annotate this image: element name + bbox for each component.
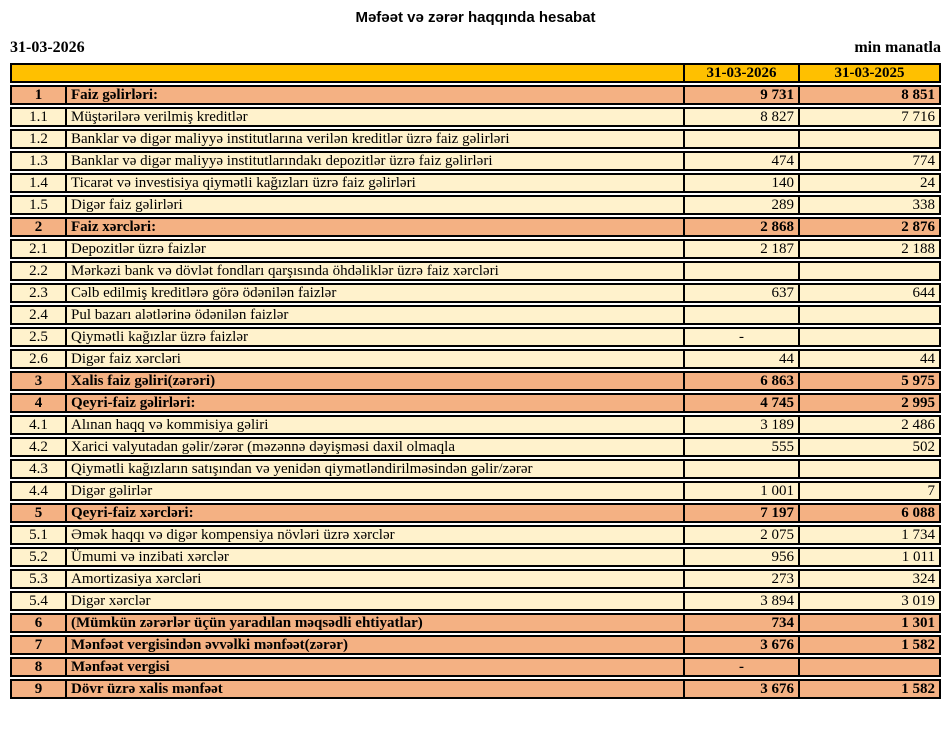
value-cell-2026: 2 868 bbox=[683, 217, 798, 237]
row-number-cell: 3 bbox=[10, 371, 65, 391]
value-cell-2026: 9 731 bbox=[683, 85, 798, 105]
row-number-cell: 4.1 bbox=[10, 415, 65, 435]
value-cell-2026: - bbox=[683, 657, 798, 677]
value-cell-2025 bbox=[798, 459, 941, 479]
value-cell-2025: 644 bbox=[798, 283, 941, 303]
table-row bbox=[10, 151, 941, 171]
value-cell-2025: 1 301 bbox=[798, 613, 941, 633]
value-cell-2025: 5 975 bbox=[798, 371, 941, 391]
row-number-cell: 2.3 bbox=[10, 283, 65, 303]
value-cell-2025: 1 734 bbox=[798, 525, 941, 545]
value-cell-2025: 1 582 bbox=[798, 635, 941, 655]
table-row bbox=[10, 591, 941, 611]
row-number-cell: 2.1 bbox=[10, 239, 65, 259]
value-cell-2025: 1 011 bbox=[798, 547, 941, 567]
value-cell-2026 bbox=[683, 261, 798, 281]
table-row bbox=[10, 107, 941, 127]
table-row bbox=[10, 657, 941, 677]
report-date: 31-03-2026 bbox=[10, 39, 85, 56]
value-cell-2025: 3 019 bbox=[798, 591, 941, 611]
row-label-cell: Banklar və digər maliyyə institutlarına verilən kreditlər üzrə faiz gəlirləri bbox=[65, 129, 683, 149]
row-number-cell: 5.4 bbox=[10, 591, 65, 611]
value-cell-2026: 3 676 bbox=[683, 679, 798, 699]
row-number-cell: 5.1 bbox=[10, 525, 65, 545]
value-cell-2026: 7 197 bbox=[683, 503, 798, 523]
value-cell-2026: 956 bbox=[683, 547, 798, 567]
row-number-cell: 1.2 bbox=[10, 129, 65, 149]
unit-label: min manatla bbox=[854, 39, 941, 56]
row-number-cell: 7 bbox=[10, 635, 65, 655]
value-cell-2025: 2 188 bbox=[798, 239, 941, 259]
table-row bbox=[10, 349, 941, 369]
value-cell-2026: 273 bbox=[683, 569, 798, 589]
row-label-cell: Mənfəət vergisi bbox=[65, 657, 683, 677]
row-label-cell: Faiz xərcləri: bbox=[65, 217, 683, 237]
value-cell-2026: 289 bbox=[683, 195, 798, 215]
value-cell-2025: 502 bbox=[798, 437, 941, 457]
row-number-cell: 2 bbox=[10, 217, 65, 237]
row-label-cell: Qeyri-faiz xərcləri: bbox=[65, 503, 683, 523]
value-cell-2026: - bbox=[683, 327, 798, 347]
value-cell-2026: 1 001 bbox=[683, 481, 798, 501]
table-row bbox=[10, 525, 941, 545]
row-label-cell: Xalis faiz gəliri(zərəri) bbox=[65, 371, 683, 391]
value-cell-2026: 555 bbox=[683, 437, 798, 457]
value-cell-2026 bbox=[683, 459, 798, 479]
value-cell-2026: 44 bbox=[683, 349, 798, 369]
table-row bbox=[10, 569, 941, 589]
header-col-2025: 31-03-2025 bbox=[798, 63, 941, 83]
table-row bbox=[10, 173, 941, 193]
value-cell-2025: 2 486 bbox=[798, 415, 941, 435]
table-row bbox=[10, 195, 941, 215]
value-cell-2025: 7 bbox=[798, 481, 941, 501]
value-cell-2026: 8 827 bbox=[683, 107, 798, 127]
table-row bbox=[10, 613, 941, 633]
value-cell-2026: 3 189 bbox=[683, 415, 798, 435]
table-row bbox=[10, 283, 941, 303]
value-cell-2025 bbox=[798, 327, 941, 347]
value-cell-2025: 6 088 bbox=[798, 503, 941, 523]
row-label-cell: Cəlb edilmiş kreditlərə görə ödənilən faizlər bbox=[65, 283, 683, 303]
row-label-cell: Ümumi və inzibati xərclər bbox=[65, 547, 683, 567]
table-row bbox=[10, 393, 941, 413]
value-cell-2025: 324 bbox=[798, 569, 941, 589]
row-number-cell: 8 bbox=[10, 657, 65, 677]
header-col-2026: 31-03-2026 bbox=[683, 63, 798, 83]
value-cell-2025 bbox=[798, 305, 941, 325]
value-cell-2026: 4 745 bbox=[683, 393, 798, 413]
row-label-cell: Müştərilərə verilmiş kreditlər bbox=[65, 107, 683, 127]
row-label-cell: Pul bazarı alətlərinə ödənilən faizlər bbox=[65, 305, 683, 325]
row-label-cell: Amortizasiya xərcləri bbox=[65, 569, 683, 589]
row-number-cell: 9 bbox=[10, 679, 65, 699]
value-cell-2026: 474 bbox=[683, 151, 798, 171]
row-label-cell: Xarici valyutadan gəlir/zərər (məzənnə dəyişməsi daxil olmaqla bbox=[65, 437, 683, 457]
value-cell-2026: 140 bbox=[683, 173, 798, 193]
table-row bbox=[10, 371, 941, 391]
row-label-cell: Digər gəlirlər bbox=[65, 481, 683, 501]
value-cell-2025 bbox=[798, 261, 941, 281]
header-empty-cell bbox=[10, 63, 683, 83]
value-cell-2026: 3 894 bbox=[683, 591, 798, 611]
table-row bbox=[10, 261, 941, 281]
table-row bbox=[10, 679, 941, 699]
value-cell-2025: 1 582 bbox=[798, 679, 941, 699]
value-cell-2026: 6 863 bbox=[683, 371, 798, 391]
table-row bbox=[10, 459, 941, 479]
row-number-cell: 1.3 bbox=[10, 151, 65, 171]
value-cell-2025: 7 716 bbox=[798, 107, 941, 127]
row-label-cell: Qiymətli kağızlar üzrə faizlər bbox=[65, 327, 683, 347]
row-label-cell: Qeyri-faiz gəlirləri: bbox=[65, 393, 683, 413]
row-label-cell: Digər xərclər bbox=[65, 591, 683, 611]
report-meta-row bbox=[0, 39, 951, 57]
table-body bbox=[10, 85, 941, 699]
row-number-cell: 4.3 bbox=[10, 459, 65, 479]
row-label-cell: Faiz gəlirləri: bbox=[65, 85, 683, 105]
row-number-cell: 1 bbox=[10, 85, 65, 105]
table-row bbox=[10, 327, 941, 347]
table-row bbox=[10, 217, 941, 237]
table-row bbox=[10, 481, 941, 501]
pnl-table bbox=[10, 61, 941, 701]
table-row bbox=[10, 239, 941, 259]
value-cell-2026: 3 676 bbox=[683, 635, 798, 655]
table-row bbox=[10, 415, 941, 435]
row-number-cell: 4.2 bbox=[10, 437, 65, 457]
value-cell-2025: 774 bbox=[798, 151, 941, 171]
row-number-cell: 1.1 bbox=[10, 107, 65, 127]
table-row bbox=[10, 85, 941, 105]
report-title: Məfəət və zərər haqqında hesabat bbox=[355, 9, 596, 26]
value-cell-2026: 734 bbox=[683, 613, 798, 633]
value-cell-2026 bbox=[683, 129, 798, 149]
row-label-cell: Əmək haqqı və digər kompensiya növləri üzrə xərclər bbox=[65, 525, 683, 545]
value-cell-2025 bbox=[798, 657, 941, 677]
row-label-cell: (Mümkün zərərlər üçün yaradılan məqsədli ehtiyatlar) bbox=[65, 613, 683, 633]
value-cell-2026: 2 187 bbox=[683, 239, 798, 259]
table-row bbox=[10, 129, 941, 149]
row-number-cell: 5.3 bbox=[10, 569, 65, 589]
row-number-cell: 5.2 bbox=[10, 547, 65, 567]
table-row bbox=[10, 503, 941, 523]
table-row bbox=[10, 547, 941, 567]
value-cell-2026: 637 bbox=[683, 283, 798, 303]
row-label-cell: Mərkəzi bank və dövlət fondları qarşısında öhdəliklər üzrə faiz xərcləri bbox=[65, 261, 683, 281]
row-label-cell: Mənfəət vergisindən əvvəlki mənfəət(zərər) bbox=[65, 635, 683, 655]
row-number-cell: 6 bbox=[10, 613, 65, 633]
table-header-row bbox=[10, 63, 941, 83]
value-cell-2025: 44 bbox=[798, 349, 941, 369]
row-label-cell: Qiymətli kağızların satışından və yenidən qiymətləndirilməsindən gəlir/zərər bbox=[65, 459, 683, 479]
value-cell-2026 bbox=[683, 305, 798, 325]
row-label-cell: Banklar və digər maliyyə institutlarındakı depozitlər üzrə faiz gəlirləri bbox=[65, 151, 683, 171]
value-cell-2025: 24 bbox=[798, 173, 941, 193]
row-number-cell: 1.4 bbox=[10, 173, 65, 193]
table-row bbox=[10, 437, 941, 457]
row-number-cell: 5 bbox=[10, 503, 65, 523]
row-label-cell: Depozitlər üzrə faizlər bbox=[65, 239, 683, 259]
table-row bbox=[10, 305, 941, 325]
value-cell-2025: 8 851 bbox=[798, 85, 941, 105]
row-label-cell: Digər faiz gəlirləri bbox=[65, 195, 683, 215]
row-label-cell: Alınan haqq və kommisiya gəliri bbox=[65, 415, 683, 435]
value-cell-2025: 2 876 bbox=[798, 217, 941, 237]
row-number-cell: 2.4 bbox=[10, 305, 65, 325]
value-cell-2026: 2 075 bbox=[683, 525, 798, 545]
table-row bbox=[10, 635, 941, 655]
row-number-cell: 2.6 bbox=[10, 349, 65, 369]
row-number-cell: 2.2 bbox=[10, 261, 65, 281]
value-cell-2025: 2 995 bbox=[798, 393, 941, 413]
row-number-cell: 1.5 bbox=[10, 195, 65, 215]
row-number-cell: 2.5 bbox=[10, 327, 65, 347]
row-label-cell: Dövr üzrə xalis mənfəət bbox=[65, 679, 683, 699]
value-cell-2025 bbox=[798, 129, 941, 149]
row-number-cell: 4.4 bbox=[10, 481, 65, 501]
row-label-cell: Ticarət və investisiya qiymətli kağızları üzrə faiz gəlirləri bbox=[65, 173, 683, 193]
row-number-cell: 4 bbox=[10, 393, 65, 413]
value-cell-2025: 338 bbox=[798, 195, 941, 215]
row-label-cell: Digər faiz xərcləri bbox=[65, 349, 683, 369]
